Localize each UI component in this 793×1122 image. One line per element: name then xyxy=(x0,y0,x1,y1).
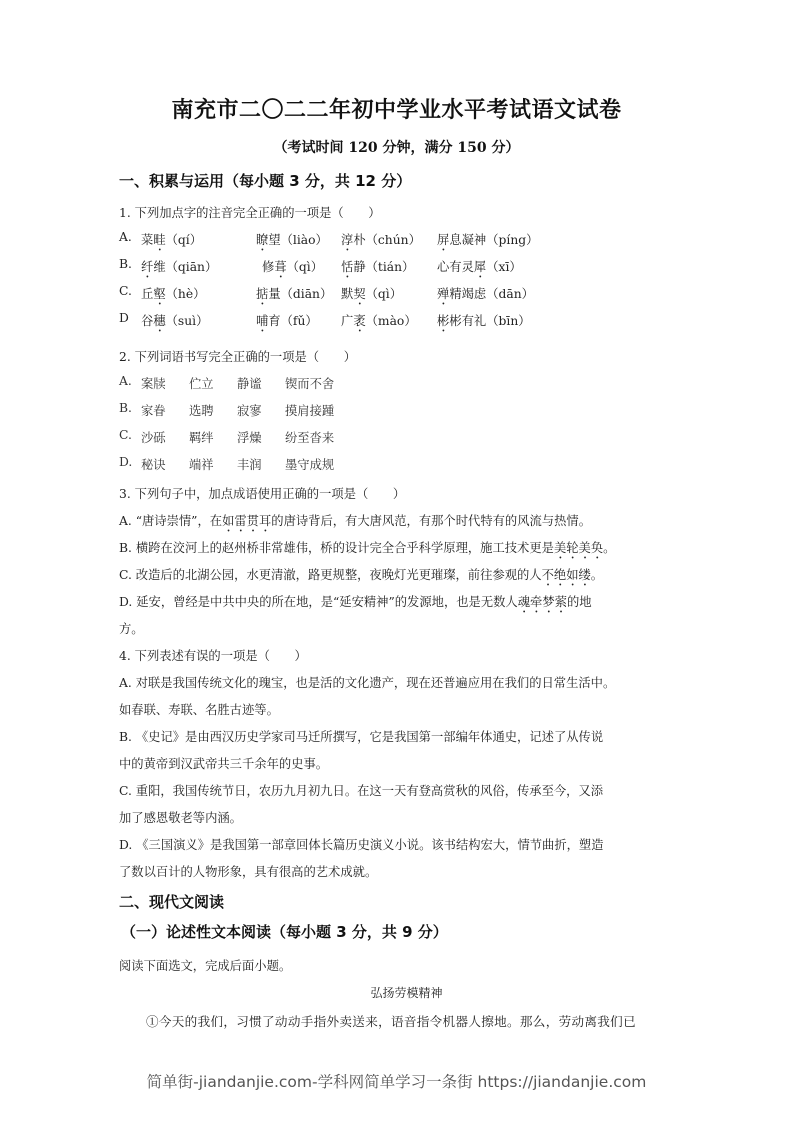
q1-item-pinyin: （qì） xyxy=(365,287,403,301)
q1-option-label: D xyxy=(119,311,129,325)
q3-b-idiom: 美轮美奂 xyxy=(553,541,604,555)
q1-option-item xyxy=(141,230,202,254)
q3-a-text-end: 的唐诗背后，有大唐风范，有那个时代特有的风流与热情。 xyxy=(271,514,591,528)
q1-option-item xyxy=(341,311,417,335)
section-2-subheading: （一）论述性文本阅读（每小题 3 分，共 9 分） xyxy=(121,923,448,941)
q4-option-a-line2: 如春联、寿联、名胜古迹等。 xyxy=(119,703,279,717)
q1-option-item xyxy=(341,284,402,308)
q1-item-post: 息凝神 xyxy=(449,233,487,247)
q1-item-dot: 哺 xyxy=(256,314,269,328)
q4-option-d-line2: 了数以百计的人物形象，具有很高的艺术成就。 xyxy=(119,865,378,879)
q1-stem: 1. 下列加点字的注音完全正确的一项是（ ） xyxy=(119,206,381,220)
q3-option-b xyxy=(119,538,615,562)
q4-option-b-line1: B. 《史记》是由西汉历史学家司马迁所撰写，它是我国第一部编年体通史，记述了从传说 xyxy=(119,730,604,744)
q1-item-dot: 葺 xyxy=(274,260,287,274)
q1-item-dot: 掂 xyxy=(256,287,269,301)
q1-item-pre: 广 xyxy=(341,314,354,328)
q1-option-label: A. xyxy=(119,230,132,244)
q4-option-c-line1: C. 重阳，我国传统节日，农历九月初九日。在这一天有登高赏秋的风俗，传承至今，又添 xyxy=(119,784,604,798)
q1-item-pre: 修 xyxy=(262,260,275,274)
q1-item-dot: 瞭 xyxy=(256,233,269,247)
q2-option-word: 案牍 xyxy=(141,377,166,391)
q1-item-dot: 壑 xyxy=(153,287,166,301)
q2-option-word: 丰润 xyxy=(237,458,262,472)
footer-watermark: 简单街-jiandanjie.com-学科网简单学习一条街 https://jiandanjie.com xyxy=(146,1073,647,1091)
q1-item-post: 望 xyxy=(268,233,281,247)
q2-option-label: B. xyxy=(119,401,132,415)
q1-item-dot: 契 xyxy=(353,287,366,301)
q1-item-dot: 屏 xyxy=(437,233,450,247)
q1-option-item xyxy=(437,311,531,335)
q1-item-pinyin: （chún） xyxy=(365,233,421,247)
q1-item-pre: 菜 xyxy=(141,233,154,247)
q1-option-item xyxy=(437,257,522,281)
q1-item-pinyin: （qí） xyxy=(165,233,203,247)
q1-item-post: 彬有礼 xyxy=(449,314,487,328)
q2-option-word: 锲而不舍 xyxy=(285,377,335,391)
q1-item-dot: 淳 xyxy=(341,233,354,247)
q3-d-idiom: 魂牵梦萦 xyxy=(517,595,567,609)
q1-option-item xyxy=(341,230,421,254)
article-title: 弘扬劳模精神 xyxy=(370,986,443,1000)
q1-item-post: 维 xyxy=(153,260,166,274)
q2-option-word: 摸肩接踵 xyxy=(285,404,335,418)
q2-option-label: C. xyxy=(119,428,132,442)
q1-option-label: C. xyxy=(119,284,132,298)
q4-option-a-line1: A. 对联是我国传统文化的瑰宝，也是活的文化遗产，现在还普遍应用在我们的日常生活中。 xyxy=(119,676,616,690)
q3-c-text: C. 改造后的北湖公园，水更清澈，路更规整，夜晚灯光更璀璨，前往参观的人 xyxy=(119,568,542,582)
q1-item-dot: 袤 xyxy=(353,314,366,328)
q2-option-word: 羁绊 xyxy=(189,431,214,445)
q1-item-post: 育 xyxy=(268,314,281,328)
q3-c-text-end: 。 xyxy=(590,568,604,582)
q3-d-text: D. 延安，曾经是中共中央的所在地，是“延安精神”的发源地，也是无数人 xyxy=(119,595,518,609)
q1-item-pinyin: （qì） xyxy=(286,260,324,274)
q4-stem: 4. 下列表述有误的一项是（ ） xyxy=(119,649,307,663)
q1-item-post: 量 xyxy=(268,287,281,301)
q1-item-dot: 殚 xyxy=(437,287,450,301)
q3-a-text: A. “唐诗崇情”，在 xyxy=(119,514,223,528)
q2-option-word: 伫立 xyxy=(189,377,214,391)
q2-option-word: 沙砾 xyxy=(141,431,166,445)
q3-option-d-cont: 方。 xyxy=(119,622,144,636)
q1-item-dot: 恬 xyxy=(341,260,354,274)
q4-option-c-line2: 加了感恩敬老等内涵。 xyxy=(119,811,242,825)
q3-option-d xyxy=(119,592,592,616)
exam-subtitle: （考试时间 120 分钟，满分 150 分） xyxy=(273,140,520,156)
q1-item-pinyin: （suì） xyxy=(165,314,209,328)
q2-option-word: 选聘 xyxy=(189,404,214,418)
section-2-heading: 二、现代文阅读 xyxy=(119,893,225,911)
q2-option-word: 浮燥 xyxy=(237,431,262,445)
q1-item-pre: 谷 xyxy=(141,314,154,328)
q1-option-item xyxy=(262,257,323,281)
q1-option-item xyxy=(141,311,208,335)
q1-item-pinyin: （mào） xyxy=(365,314,417,328)
q1-item-pinyin: （hè） xyxy=(165,287,206,301)
q3-c-idiom: 不绝如缕 xyxy=(541,568,591,582)
q1-option-item xyxy=(256,230,328,254)
q1-item-dot: 犀 xyxy=(473,260,487,274)
reading-instruction: 阅读下面选文，完成后面小题。 xyxy=(119,959,292,973)
q2-option-word: 墨守成规 xyxy=(285,458,335,472)
q1-item-post: 精竭虑 xyxy=(449,287,487,301)
q1-option-item xyxy=(341,257,414,281)
q1-item-pinyin: （dān） xyxy=(486,287,534,301)
q2-option-label: D. xyxy=(119,455,133,469)
q1-item-pinyin: （liào） xyxy=(280,233,328,247)
q3-stem: 3. 下列句子中，加点成语使用正确的一项是（ ） xyxy=(119,487,406,501)
q1-item-pre: 丘 xyxy=(141,287,154,301)
q1-item-dot: 彬 xyxy=(437,314,450,328)
q3-option-c xyxy=(119,565,603,589)
q1-item-dot: 畦 xyxy=(153,233,166,247)
q1-item-dot: 穗 xyxy=(153,314,166,328)
q2-option-word: 秘诀 xyxy=(141,458,166,472)
article-paragraph-1: ①今天的我们，习惯了动动手指外卖送来，语音指令机器人擦地。那么，劳动离我们已 xyxy=(146,1014,636,1029)
q1-option-item xyxy=(141,257,217,281)
exam-title: 南充市二〇二二年初中学业水平考试语文试卷 xyxy=(171,98,622,123)
q1-item-dot: 纤 xyxy=(141,260,154,274)
q2-stem: 2. 下列词语书写完全正确的一项是（ ） xyxy=(119,350,356,364)
section-1-heading: 一、积累与运用（每小题 3 分，共 12 分） xyxy=(119,172,412,190)
q1-item-pinyin: （diān） xyxy=(280,287,333,301)
q1-item-pre: 心有灵 xyxy=(437,260,474,274)
q3-a-idiom: 如雷贯耳 xyxy=(222,514,272,528)
q2-option-word: 端祥 xyxy=(189,458,214,472)
q4-option-b-line2: 中的黄帝到汉武帝共三千余年的史事。 xyxy=(119,757,329,771)
q3-d-text-end: 的地 xyxy=(566,595,592,609)
q1-item-post: 朴 xyxy=(353,233,366,247)
q2-option-label: A. xyxy=(119,374,132,388)
q2-option-word: 家眷 xyxy=(141,404,166,418)
q2-option-word: 纷至沓来 xyxy=(285,431,335,445)
q1-option-item xyxy=(141,284,205,308)
q1-option-item xyxy=(256,311,318,335)
q4-option-d-line1: D. 《三国演义》是我国第一部章回体长篇历史演义小说。该书结构宏大，情节曲折，塑造 xyxy=(119,838,604,852)
q3-b-text-end: 。 xyxy=(603,541,616,555)
q1-item-pinyin: （qiān） xyxy=(165,260,218,274)
q1-option-item xyxy=(437,230,538,254)
q1-option-label: B. xyxy=(119,257,132,271)
q1-item-pinyin: （píng） xyxy=(486,233,539,247)
q3-b-text: B. 横跨在洨河上的赵州桥非常雄伟，桥的设计完全合乎科学原理，施工技术更是 xyxy=(119,541,554,555)
q1-option-item xyxy=(437,284,534,308)
q2-option-word: 静谧 xyxy=(237,377,262,391)
q1-item-pinyin: （tián） xyxy=(365,260,415,274)
q3-option-a xyxy=(119,511,591,535)
q1-option-item xyxy=(256,284,332,308)
q1-item-pinyin: （bīn） xyxy=(486,314,531,328)
q1-item-pinyin: （xī） xyxy=(486,260,522,274)
q1-item-pre: 默 xyxy=(341,287,354,301)
q1-item-pinyin: （fǔ） xyxy=(280,314,318,328)
q2-option-word: 寂寥 xyxy=(237,404,262,418)
q1-item-post: 静 xyxy=(353,260,366,274)
